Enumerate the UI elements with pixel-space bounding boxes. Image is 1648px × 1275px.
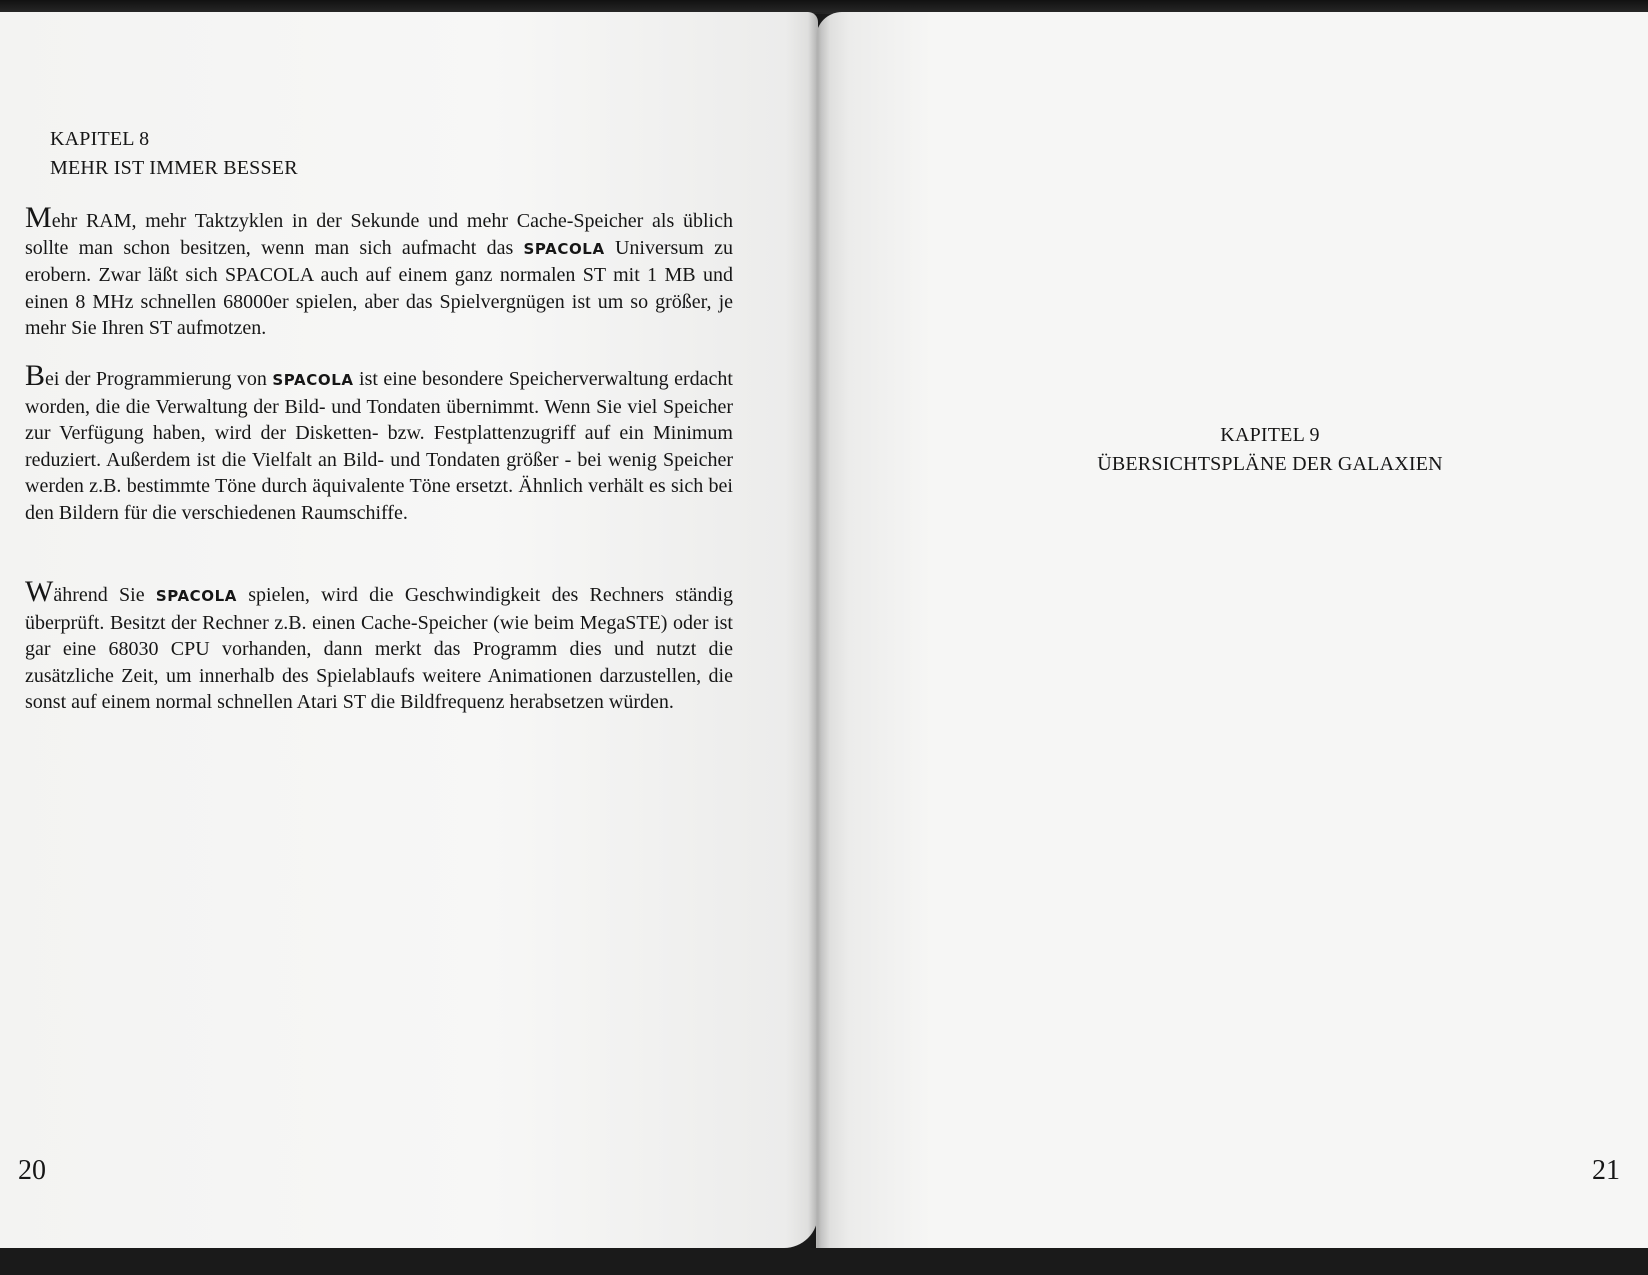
chapter-label: KAPITEL 9 — [1220, 424, 1320, 446]
right-page — [816, 12, 1648, 1248]
paragraph — [25, 359, 733, 526]
chapter-title: MEHR IST IMMER BESSER — [50, 157, 298, 179]
chapter-9-heading — [1040, 421, 1500, 479]
paragraph — [25, 575, 733, 716]
chapter-title: ÜBERSICHTSPLÄNE DER GALAXIEN — [1097, 453, 1443, 475]
page-number-left: 20 — [18, 1155, 46, 1186]
drop-cap: W — [25, 575, 54, 608]
page-number-right: 21 — [1592, 1155, 1620, 1186]
paragraph — [25, 201, 733, 342]
paragraph-text: Universum zu erobern. Zwar läßt sich SPACOLA auch auf einem ganz normalen ST mit 1 MB und einen 8 MHz schnellen 68000er spielen, aber das Spielvergnügen ist um so größer, je mehr Sie Ihren ST aufmotzen. — [25, 236, 733, 339]
paragraph-text: spielen, wird die Geschwindigkeit des Rechners ständig überprüft. Besitzt der Rechner z.B. einen Cache-Speicher (wie beim MegaSTE) oder ist gar eine 68030 CPU vorhanden, dann merkt das Programm dies und nutzt die zusätzliche Zeit, um innerhalb des Spielablaufs weitere Animationen darzustellen, die sonst auf einem normal schnellen Atari ST die Bildfrequenz herabsetzen würden. — [25, 584, 733, 713]
spacola-logo-text: SPACOLA — [523, 239, 605, 258]
paragraph-text: ist eine besondere Speicherverwaltung erdacht worden, die die Verwaltung der Bild- und Tondaten übernimmt. Wenn Sie viel Speicher zur Verfügung haben, wird der Disketten- bzw. Festplattenzugriff auf ein Minimum reduziert. Außerdem ist die Vielfalt an Bild- und Tondaten größer - bei wenig Speicher werden z.B. bestimmte Töne durch äquivalente Töne ersetzt. Ähnlich verhält es sich bei den Bildern für die verschiedenen Raumschiffe. — [25, 368, 733, 524]
paragraph-text: ehr RAM, mehr Taktzyklen in der Sekunde und mehr Cache-Speicher als üblich sollte man schon besitzen, wenn man sich aufmacht das — [25, 210, 733, 259]
spacola-logo-text: SPACOLA — [272, 371, 354, 389]
paragraph-text: ei der Programmierung von — [45, 368, 273, 390]
drop-cap: B — [25, 359, 46, 392]
paragraph-text: ährend Sie — [53, 584, 156, 606]
spacola-logo-text: SPACOLA — [155, 587, 237, 605]
book-gutter — [808, 12, 830, 1248]
drop-cap: M — [25, 201, 52, 234]
chapter-label: KAPITEL 8 — [50, 128, 150, 150]
chapter-8-heading — [50, 125, 298, 183]
